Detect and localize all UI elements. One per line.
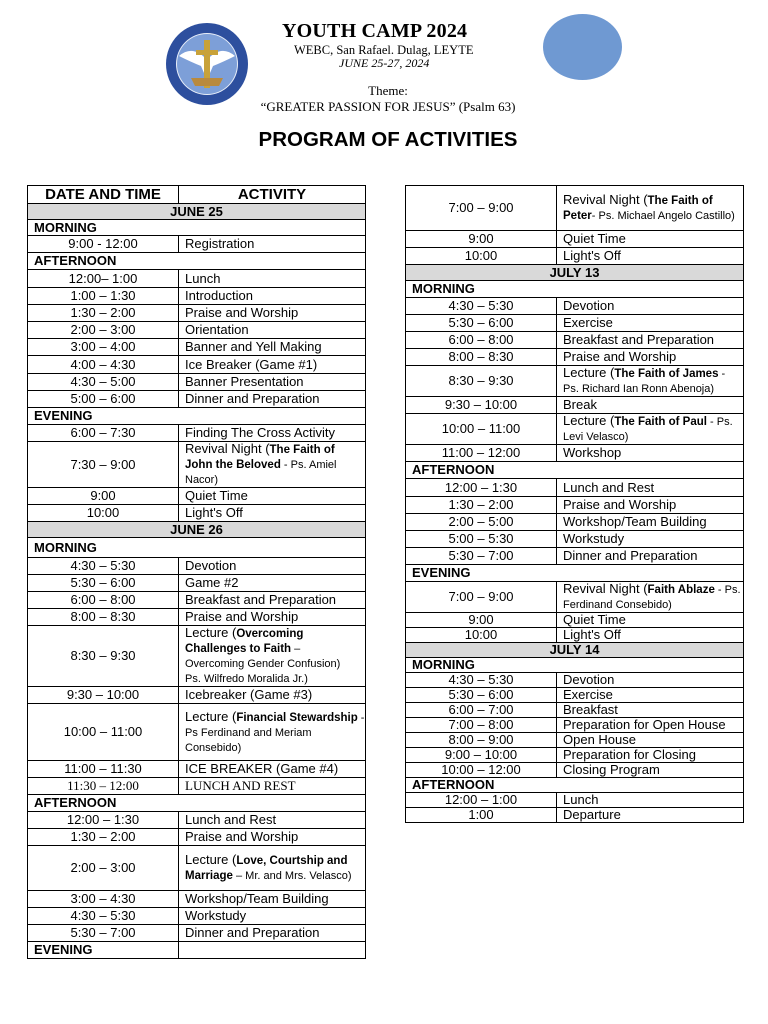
table-row	[28, 558, 366, 575]
empty-cell	[179, 942, 366, 959]
section-label: AFTERNOON	[406, 462, 744, 479]
speaker-name: - Ps. Michael Angelo Castillo)	[591, 210, 735, 222]
table-row	[28, 908, 366, 925]
column-header-time: DATE AND TIME	[28, 186, 179, 204]
activity-cell: Closing Program	[557, 763, 744, 778]
section-row	[28, 795, 366, 812]
activity-cell: Introduction	[179, 288, 366, 305]
activity-cell: Orientation	[179, 322, 366, 339]
topic-separator: –	[291, 643, 301, 655]
table-row	[406, 332, 744, 349]
camp-title: YOUTH CAMP 2024	[282, 20, 468, 42]
time-cell: 6:00 – 8:00	[28, 592, 179, 609]
activity-cell: Lunch	[557, 793, 744, 808]
section-label: EVENING	[28, 942, 179, 959]
time-cell: 8:30 – 9:30	[28, 626, 179, 687]
activity-cell: Banner and Yell Making	[179, 339, 366, 356]
time-cell: 8:00 – 9:00	[406, 733, 557, 748]
activity-cell: Registration	[179, 236, 366, 253]
speaker-name: - Ps. Amiel Nacor)	[185, 459, 337, 486]
activity-cell: Open House	[557, 733, 744, 748]
time-cell: 5:30 – 6:00	[28, 575, 179, 592]
topic-title: Overcoming Challenges to Faith	[185, 628, 304, 655]
topic-title: The Faith of John the Beloved	[185, 444, 335, 471]
table-row	[406, 366, 744, 397]
table-row	[28, 305, 366, 322]
table-row	[28, 288, 366, 305]
activity-cell: Breakfast and Preparation	[557, 332, 744, 349]
table-row	[406, 397, 744, 414]
table-row	[28, 505, 366, 522]
activity-cell	[557, 414, 744, 445]
table-row	[28, 626, 366, 687]
table-row	[28, 374, 366, 391]
section-row	[28, 253, 366, 270]
table-row	[28, 391, 366, 408]
time-cell: 1:30 – 2:00	[406, 497, 557, 514]
activity-cell: Lunch	[179, 270, 366, 288]
activity-cell: LUNCH AND REST	[179, 778, 366, 795]
topic-title: Financial Stewardship	[236, 711, 358, 724]
speaker-name: - Ps. Levi Velasco)	[563, 416, 733, 443]
activity-cell: Preparation for Open House	[557, 718, 744, 733]
section-label: MORNING	[28, 220, 366, 236]
topic-subtitle: Overcoming Gender Confusion)	[185, 658, 341, 670]
time-cell: 9:30 – 10:00	[406, 397, 557, 414]
time-cell: 2:00 – 5:00	[406, 514, 557, 531]
activity-prefix: Revival Night (	[563, 192, 648, 207]
table-row	[406, 673, 744, 688]
day-row	[406, 265, 744, 281]
table-row	[28, 891, 366, 908]
day-label: JULY 13	[406, 265, 744, 281]
table-row	[406, 733, 744, 748]
activity-cell: Praise and Worship	[557, 349, 744, 366]
table-row	[28, 339, 366, 356]
section-row	[406, 658, 744, 673]
time-cell: 2:00 – 3:00	[28, 846, 179, 891]
section-row	[28, 538, 366, 558]
time-cell: 1:30 – 2:00	[28, 829, 179, 846]
theme-label: Theme:	[368, 83, 408, 98]
activity-cell: Game #2	[179, 575, 366, 592]
activity-prefix: Lecture (	[563, 413, 615, 428]
activity-cell: Departure	[557, 808, 744, 823]
time-cell: 4:30 – 5:30	[28, 908, 179, 925]
speaker-name: - Ps. Richard Ian Ronn Abenoja)	[563, 368, 726, 395]
activity-cell: Exercise	[557, 315, 744, 332]
activity-cell	[557, 366, 744, 397]
section-label: EVENING	[28, 408, 366, 425]
time-cell: 3:00 – 4:00	[28, 339, 179, 356]
section-label: EVENING	[406, 565, 744, 582]
table-header-row	[28, 186, 366, 204]
time-cell: 4:30 – 5:00	[28, 374, 179, 391]
time-cell: 8:00 – 8:30	[406, 349, 557, 366]
activity-cell: Finding The Cross Activity	[179, 425, 366, 442]
section-row	[28, 220, 366, 236]
activity-cell: Praise and Worship	[179, 829, 366, 846]
time-cell: 9:00	[28, 488, 179, 505]
day-label: JUNE 26	[28, 522, 366, 538]
activity-cell	[179, 704, 366, 761]
speaker-name: Ps Ferdinand and Meriam Consebido)	[185, 726, 312, 754]
camp-dates: JUNE 25-27, 2024	[339, 56, 430, 70]
table-row	[28, 592, 366, 609]
time-cell: 12:00– 1:00	[28, 270, 179, 288]
day-row	[28, 522, 366, 538]
time-cell: 10:00 – 11:00	[406, 414, 557, 445]
table-row	[406, 315, 744, 332]
activity-cell: Light's Off	[179, 505, 366, 522]
section-label: MORNING	[406, 658, 744, 673]
table-row	[28, 925, 366, 942]
activity-cell	[557, 186, 744, 231]
section-row	[28, 942, 366, 959]
camp-location: WEBC, San Rafael. Dulag, LEYTE	[294, 43, 474, 57]
table-row	[406, 497, 744, 514]
time-cell: 7:30 – 9:00	[28, 442, 179, 488]
table-row	[406, 703, 744, 718]
time-cell: 11:00 – 12:00	[406, 445, 557, 462]
theme-text: “GREATER PASSION FOR JESUS” (Psalm 63)	[260, 99, 516, 114]
time-cell: 11:30 – 12:00	[28, 778, 179, 795]
activity-cell: ICE BREAKER (Game #4)	[179, 761, 366, 778]
activity-cell: Quiet Time	[557, 231, 744, 248]
time-cell: 9:00 - 12:00	[28, 236, 179, 253]
time-cell: 1:00	[406, 808, 557, 823]
activity-cell: Lunch and Rest	[557, 479, 744, 497]
time-cell: 12:00 – 1:30	[406, 479, 557, 497]
activity-cell: Devotion	[179, 558, 366, 575]
time-cell: 3:00 – 4:30	[28, 891, 179, 908]
activity-cell: Workshop/Team Building	[557, 514, 744, 531]
table-row	[406, 718, 744, 733]
day-row	[28, 204, 366, 220]
time-cell: 12:00 – 1:00	[406, 793, 557, 808]
activity-cell: Ice Breaker (Game #1)	[179, 356, 366, 374]
time-cell: 10:00 – 12:00	[406, 763, 557, 778]
table-row	[406, 186, 744, 231]
section-label: MORNING	[406, 281, 744, 298]
table-row	[406, 531, 744, 548]
activity-cell: Dinner and Preparation	[179, 925, 366, 942]
time-cell: 5:30 – 7:00	[28, 925, 179, 942]
time-cell: 10:00	[28, 505, 179, 522]
table-row	[28, 575, 366, 592]
topic-title: Love, Courtship and Marriage	[185, 855, 348, 882]
activity-cell: Icebreaker (Game #3)	[179, 687, 366, 704]
activity-prefix: Lecture (	[185, 852, 237, 867]
column-header-activity: ACTIVITY	[179, 186, 366, 204]
time-cell: 12:00 – 1:30	[28, 812, 179, 829]
day-label: JULY 14	[406, 643, 744, 658]
schedule-table-right	[405, 185, 744, 823]
table-row	[406, 808, 744, 823]
activity-cell: Breakfast	[557, 703, 744, 718]
table-row	[28, 687, 366, 704]
table-row	[28, 812, 366, 829]
table-row	[406, 748, 744, 763]
topic-title: The Faith of Peter	[563, 195, 713, 222]
activity-cell: Lunch and Rest	[179, 812, 366, 829]
table-row	[406, 248, 744, 265]
activity-cell: Workstudy	[179, 908, 366, 925]
topic-title: The Faith of James	[614, 368, 719, 380]
section-label: MORNING	[28, 538, 366, 558]
time-cell: 10:00 – 11:00	[28, 704, 179, 761]
section-row	[406, 462, 744, 479]
time-cell: 7:00 – 9:00	[406, 582, 557, 613]
activity-cell	[179, 626, 366, 687]
time-cell: 11:00 – 11:30	[28, 761, 179, 778]
table-row	[28, 425, 366, 442]
page-title: PROGRAM OF ACTIVITIES	[258, 128, 518, 151]
time-cell: 8:30 – 9:30	[406, 366, 557, 397]
section-label: AFTERNOON	[28, 253, 366, 270]
blue-circle	[543, 14, 622, 80]
table-row	[406, 628, 744, 643]
document-header	[0, 0, 768, 180]
time-cell: 5:00 – 5:30	[406, 531, 557, 548]
table-row	[406, 298, 744, 315]
time-cell: 7:00 – 8:00	[406, 718, 557, 733]
topic-separator: -	[357, 711, 365, 724]
time-cell: 4:00 – 4:30	[28, 356, 179, 374]
table-row	[28, 488, 366, 505]
table-row	[28, 609, 366, 626]
day-label: JUNE 25	[28, 204, 366, 220]
activity-cell: Praise and Worship	[179, 609, 366, 626]
activity-prefix: Lecture (	[185, 708, 237, 724]
table-row	[406, 793, 744, 808]
time-cell: 9:00 – 10:00	[406, 748, 557, 763]
table-row	[28, 356, 366, 374]
table-row	[406, 349, 744, 366]
activity-cell	[179, 846, 366, 891]
time-cell: 1:00 – 1:30	[28, 288, 179, 305]
section-row	[406, 778, 744, 793]
topic-title: The Faith of Paul	[614, 416, 707, 428]
table-row	[406, 548, 744, 565]
time-cell: 4:30 – 5:30	[406, 673, 557, 688]
table-row	[406, 688, 744, 703]
activity-cell: Dinner and Preparation	[179, 391, 366, 408]
time-cell: 9:30 – 10:00	[28, 687, 179, 704]
table-row	[406, 414, 744, 445]
activity-cell: Praise and Worship	[557, 497, 744, 514]
table-row	[406, 445, 744, 462]
table-row	[28, 236, 366, 253]
speaker-name: - Ps. Ferdinand Consebido)	[563, 584, 741, 611]
time-cell: 9:00	[406, 613, 557, 628]
section-row	[406, 281, 744, 298]
time-cell: 5:00 – 6:00	[28, 391, 179, 408]
day-row	[406, 643, 744, 658]
table-row	[406, 479, 744, 497]
activity-cell	[179, 442, 366, 488]
activity-prefix: Lecture (	[185, 625, 237, 640]
time-cell: 10:00	[406, 628, 557, 643]
table-row	[28, 761, 366, 778]
table-row	[406, 514, 744, 531]
table-row	[406, 582, 744, 613]
activity-cell: Dinner and Preparation	[557, 548, 744, 565]
activity-cell: Preparation for Closing	[557, 748, 744, 763]
table-row	[28, 704, 366, 761]
activity-cell: Devotion	[557, 673, 744, 688]
activity-cell: Praise and Worship	[179, 305, 366, 322]
activity-cell: Breakfast and Preparation	[179, 592, 366, 609]
table-row	[28, 778, 366, 795]
table-row	[28, 846, 366, 891]
time-cell: 2:00 – 3:00	[28, 322, 179, 339]
activity-cell: Workshop/Team Building	[179, 891, 366, 908]
time-cell: 6:00 – 7:30	[28, 425, 179, 442]
schedule-table-left	[27, 185, 366, 959]
table-row	[28, 322, 366, 339]
time-cell: 4:30 – 5:30	[28, 558, 179, 575]
speaker-name: Ps. Wilfredo Moralida Jr.)	[185, 673, 308, 685]
activity-cell: Quiet Time	[557, 613, 744, 628]
speaker-name: – Mr. and Mrs. Velasco)	[232, 870, 352, 882]
section-label: AFTERNOON	[28, 795, 366, 812]
activity-cell: Break	[557, 397, 744, 414]
section-label: AFTERNOON	[406, 778, 744, 793]
table-row	[406, 231, 744, 248]
time-cell: 7:00 – 9:00	[406, 186, 557, 231]
time-cell: 8:00 – 8:30	[28, 609, 179, 626]
activity-cell: Banner Presentation	[179, 374, 366, 391]
table-row	[28, 442, 366, 488]
activity-cell: Light's Off	[557, 628, 744, 643]
table-row	[406, 613, 744, 628]
activity-prefix: Revival Night (	[185, 441, 270, 456]
table-row	[406, 763, 744, 778]
activity-cell	[557, 582, 744, 613]
time-cell: 5:30 – 7:00	[406, 548, 557, 565]
time-cell: 5:30 – 6:00	[406, 315, 557, 332]
activity-cell: Workstudy	[557, 531, 744, 548]
time-cell: 4:30 – 5:30	[406, 298, 557, 315]
activity-cell: Workshop	[557, 445, 744, 462]
activity-cell: Devotion	[557, 298, 744, 315]
section-row	[406, 565, 744, 582]
time-cell: 9:00	[406, 231, 557, 248]
activity-prefix: Lecture (	[563, 365, 615, 380]
time-cell: 1:30 – 2:00	[28, 305, 179, 322]
section-row	[28, 408, 366, 425]
activity-cell: Exercise	[557, 688, 744, 703]
activity-cell: Quiet Time	[179, 488, 366, 505]
topic-title: Faith Ablaze	[647, 584, 715, 596]
time-cell: 6:00 – 8:00	[406, 332, 557, 349]
time-cell: 10:00	[406, 248, 557, 265]
activity-prefix: Revival Night (	[563, 581, 648, 596]
table-row	[28, 270, 366, 288]
activity-cell: Light's Off	[557, 248, 744, 265]
time-cell: 6:00 – 7:00	[406, 703, 557, 718]
time-cell: 5:30 – 6:00	[406, 688, 557, 703]
table-row	[28, 829, 366, 846]
